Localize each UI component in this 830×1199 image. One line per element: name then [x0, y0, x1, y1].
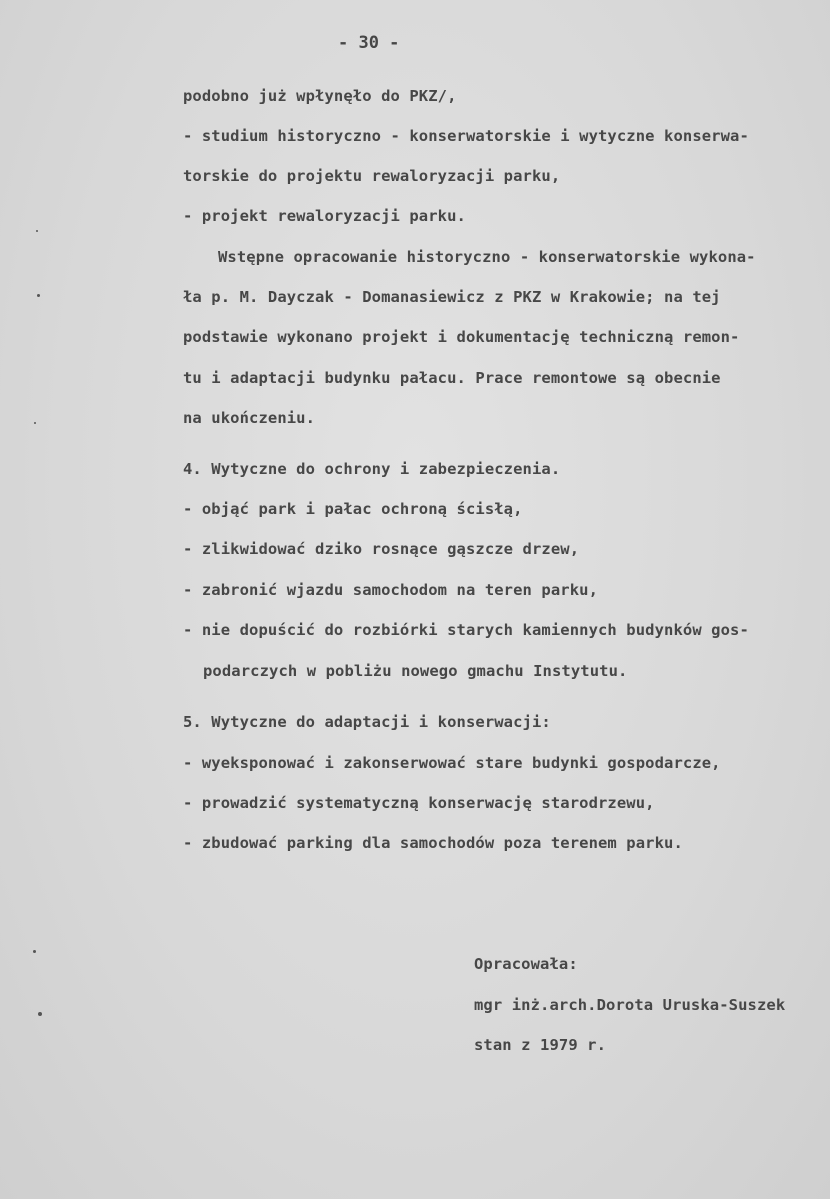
- text-line: Wstępne opracowanie historyczno - konserwatorskie wykona-: [218, 248, 756, 266]
- paper-speck: [33, 950, 36, 953]
- text-line: tu i adaptacji budynku pałacu. Prace remontowe są obecnie: [183, 369, 721, 387]
- paper-speck: [37, 294, 40, 297]
- text-line: podobno już wpłynęło do PKZ/,: [183, 87, 457, 105]
- section-heading: 4. Wytyczne do ochrony i zabezpieczenia.: [183, 460, 561, 478]
- text-line: - studium historyczno - konserwatorskie i wytyczne konserwa-: [183, 127, 749, 145]
- paper-speck: [34, 422, 36, 424]
- list-item: - nie dopuścić do rozbiórki starych kamiennych budynków gos-: [183, 621, 749, 639]
- signature-name: mgr inż.arch.Dorota Uruska-Suszek: [474, 996, 786, 1014]
- list-item-continuation: podarczych w pobliżu nowego gmachu Instytutu.: [203, 662, 628, 680]
- text-line: na ukończeniu.: [183, 409, 316, 427]
- list-item: - wyeksponować i zakonserwować stare budynki gospodarcze,: [183, 754, 721, 772]
- list-item: - prowadzić systematyczną konserwację starodrzewu,: [183, 794, 655, 812]
- list-item: - zabronić wjazdu samochodom na teren parku,: [183, 581, 598, 599]
- text-line: podstawie wykonano projekt i dokumentację techniczną remon-: [183, 328, 740, 346]
- section-heading: 5. Wytyczne do adaptacji i konserwacji:: [183, 713, 551, 731]
- paper-speck: [38, 1012, 42, 1016]
- page-number: - 30 -: [338, 33, 400, 53]
- text-line: torskie do projektu rewaloryzacji parku,: [183, 167, 561, 185]
- list-item: - objąć park i pałac ochroną ścisłą,: [183, 500, 523, 518]
- paper-speck: [36, 230, 38, 232]
- list-item: - zbudować parking dla samochodów poza terenem parku.: [183, 834, 683, 852]
- signature-label: Opracowała:: [474, 955, 578, 973]
- text-line: - projekt rewaloryzacji parku.: [183, 207, 466, 225]
- list-item: - zlikwidować dziko rosnące gąszcze drzew,: [183, 540, 580, 558]
- text-line: ła p. M. Dayczak - Domanasiewicz z PKZ w Krakowie; na tej: [183, 288, 721, 306]
- signature-date: stan z 1979 r.: [474, 1036, 607, 1054]
